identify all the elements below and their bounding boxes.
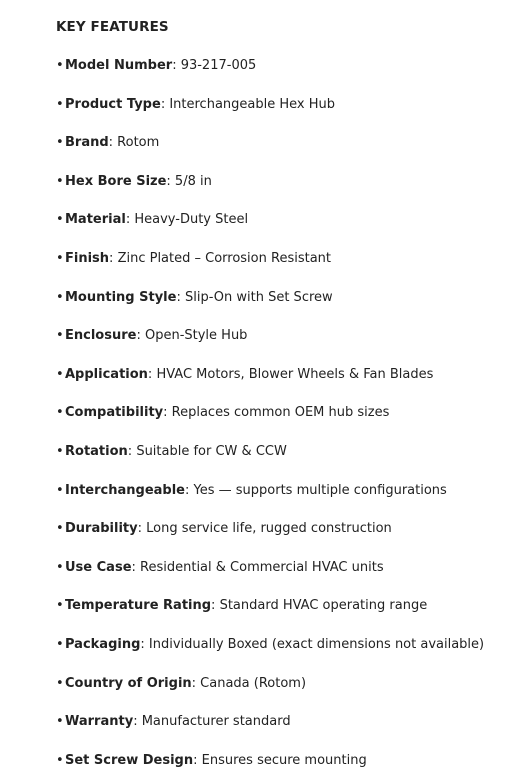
feature-value: Residential & Commercial HVAC units	[140, 559, 384, 575]
bullet-icon: •	[56, 250, 64, 266]
feature-label: Interchangeable	[65, 482, 185, 498]
feature-value: Zinc Plated – Corrosion Resistant	[117, 250, 332, 266]
feature-label: Country of Origin	[65, 675, 192, 691]
feature-item	[56, 288, 484, 327]
bullet-icon: •	[56, 289, 64, 305]
feature-label: Material	[65, 212, 126, 228]
feature-value: Manufacturer standard	[141, 714, 291, 730]
feature-separator: :	[160, 96, 170, 112]
feature-value: Ensures secure mounting	[201, 752, 367, 768]
feature-separator: :	[127, 443, 137, 459]
feature-label: Finish	[65, 250, 110, 266]
feature-label: Durability	[65, 521, 138, 537]
feature-item	[56, 674, 484, 713]
bullet-icon: •	[56, 675, 64, 691]
bullet-icon: •	[56, 559, 64, 575]
feature-label: Brand	[65, 135, 109, 151]
feature-separator: :	[133, 714, 142, 730]
feature-value: HVAC Motors, Blower Wheels & Fan Blades	[156, 366, 434, 382]
feature-separator: :	[140, 636, 149, 652]
feature-value: Canada (Rotom)	[200, 675, 307, 691]
feature-separator: :	[125, 212, 135, 228]
feature-item	[56, 712, 484, 751]
feature-separator: :	[176, 289, 185, 305]
feature-value: Yes — supports multiple configurations	[193, 482, 447, 498]
feature-item	[56, 442, 484, 481]
feature-separator: :	[172, 58, 181, 73]
feature-label: Compatibility	[65, 405, 164, 421]
feature-value: Open-Style Hub	[144, 328, 248, 344]
feature-label: Temperature Rating	[65, 598, 212, 614]
feature-label: Use Case	[65, 559, 132, 575]
feature-item	[56, 210, 484, 249]
feature-separator: :	[108, 135, 118, 151]
feature-value: 93-217-005	[180, 58, 257, 73]
feature-separator: :	[211, 598, 220, 614]
feature-label: Enclosure	[65, 328, 137, 344]
feature-item	[56, 635, 484, 674]
bullet-icon: •	[56, 135, 64, 151]
feature-item	[56, 172, 484, 211]
feature-label: Mounting Style	[65, 289, 177, 305]
feature-item	[56, 751, 484, 783]
feature-item	[56, 481, 484, 520]
bullet-icon: •	[56, 521, 64, 537]
key-features-heading: KEY FEATURES	[56, 19, 169, 35]
feature-item	[56, 56, 484, 95]
feature-value: Replaces common OEM hub sizes	[171, 405, 390, 421]
feature-item	[56, 403, 484, 442]
feature-item	[56, 596, 484, 635]
feature-item	[56, 519, 484, 558]
bullet-icon: •	[56, 443, 64, 459]
feature-separator: :	[163, 405, 172, 421]
feature-item	[56, 249, 484, 288]
feature-label: Hex Bore Size	[65, 173, 167, 189]
bullet-icon: •	[56, 96, 64, 112]
bullet-icon: •	[56, 58, 64, 73]
feature-label: Set Screw Design	[65, 752, 194, 768]
key-features-list	[56, 56, 484, 783]
feature-separator: :	[131, 559, 141, 575]
feature-value: Interchangeable Hex Hub	[169, 96, 335, 112]
feature-separator: :	[166, 173, 175, 189]
feature-item	[56, 365, 484, 404]
feature-value: Suitable for CW & CCW	[136, 443, 287, 459]
feature-separator: :	[147, 366, 157, 382]
feature-item	[56, 133, 484, 172]
feature-value: Rotom	[117, 135, 160, 151]
feature-separator: :	[109, 250, 118, 266]
feature-value: Heavy-Duty Steel	[134, 212, 249, 228]
bullet-icon: •	[56, 366, 64, 382]
feature-value: Slip-On with Set Screw	[184, 289, 333, 305]
bullet-icon: •	[56, 482, 64, 498]
feature-item	[56, 95, 484, 134]
feature-separator: :	[191, 675, 201, 691]
feature-label: Packaging	[65, 636, 141, 652]
bullet-icon: •	[56, 752, 64, 768]
bullet-icon: •	[56, 173, 64, 189]
feature-separator: :	[185, 482, 194, 498]
feature-label: Warranty	[65, 714, 134, 730]
bullet-icon: •	[56, 405, 64, 421]
feature-value: Long service life, rugged construction	[146, 521, 392, 537]
feature-label: Rotation	[65, 443, 128, 459]
feature-separator: :	[193, 752, 202, 768]
feature-item	[56, 326, 484, 365]
feature-label: Application	[65, 366, 148, 382]
feature-value: Standard HVAC operating range	[219, 598, 428, 614]
bullet-icon: •	[56, 212, 64, 228]
feature-label: Product Type	[65, 96, 161, 112]
feature-value: Individually Boxed (exact dimensions not available)	[148, 636, 485, 652]
bullet-icon: •	[56, 714, 64, 730]
feature-label: Model Number	[65, 58, 173, 73]
feature-item	[56, 558, 484, 597]
feature-value: 5/8 in	[174, 173, 212, 189]
bullet-icon: •	[56, 328, 64, 344]
feature-separator: :	[136, 328, 145, 344]
feature-separator: :	[137, 521, 147, 537]
bullet-icon: •	[56, 636, 64, 652]
bullet-icon: •	[56, 598, 64, 614]
